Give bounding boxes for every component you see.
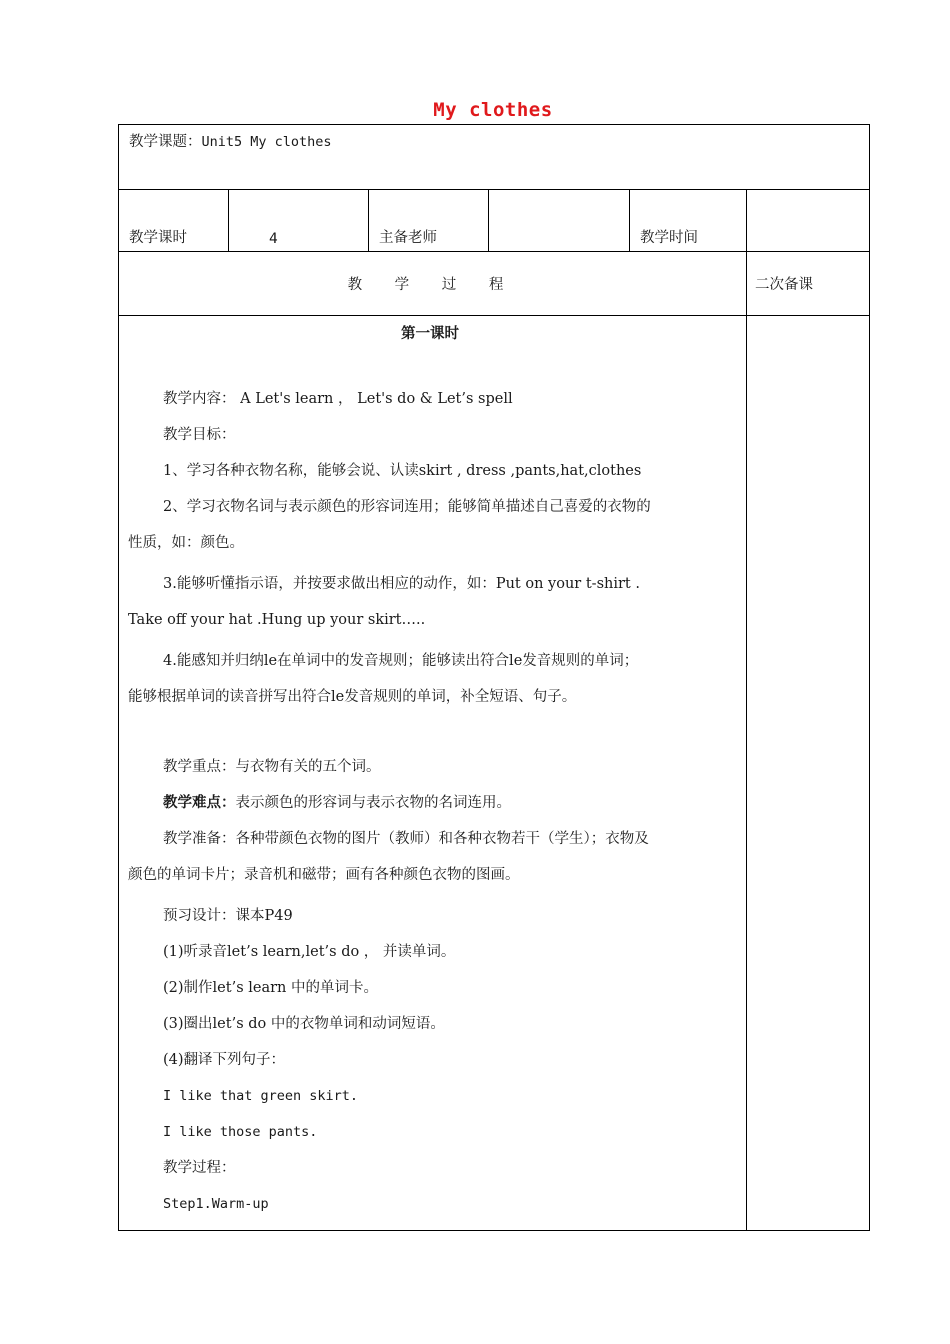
goal-3-line-1: 3.能够听懂指示语，并按要求做出相应的动作，如：Put on your t-shirt . xyxy=(163,576,640,592)
lesson-heading: 第一课时 xyxy=(401,325,459,342)
key-point: 教学重点：与衣物有关的五个词。 xyxy=(163,759,381,775)
goal-4-line-1: 4.能感知并归纳le在单词中的发音规则；能够读出符合le发音规则的单词； xyxy=(163,653,639,669)
preview-item-2: (2)制作let’s learn 中的单词卡。 xyxy=(163,980,378,996)
preview-item-1: (1)听录音let’s learn,let’s do ， 并读单词。 xyxy=(163,944,456,960)
preview-design: 预习设计：课本P49 xyxy=(163,908,293,924)
preparation-line-2: 颜色的单词卡片；录音机和磁带；画有各种颜色衣物的图画。 xyxy=(128,867,520,883)
difficulty xyxy=(128,793,732,813)
preparation-line-1: 教学准备：各种带颜色衣物的图片（教师）和各种衣物若干（学生）；衣物及 xyxy=(163,831,649,847)
topic-label: 教学课题： xyxy=(129,134,202,150)
periods-value: 4 xyxy=(229,190,369,252)
goal-2-line-1: 2、学习衣物名词与表示颜色的形容词连用；能够简单描述自己喜爱的衣物的 xyxy=(163,499,651,515)
lesson-content-cell xyxy=(119,316,747,1231)
difficulty-value: 表示颜色的形容词与表示衣物的名词连用。 xyxy=(235,795,511,811)
topic-cell xyxy=(119,125,870,190)
teacher-value xyxy=(489,190,630,252)
goal-1: 1、学习各种衣物名称，能够会说、认读skirt , dress ,pants,hat,clothes xyxy=(163,463,642,479)
topic-value: Unit5 My clothes xyxy=(201,134,332,150)
difficulty-label: 教学难点： xyxy=(163,794,236,811)
sentence-1: I like that green skirt. xyxy=(163,1088,359,1104)
time-value xyxy=(747,190,870,252)
teacher-label: 主备老师 xyxy=(369,190,489,252)
lesson-plan-table xyxy=(118,124,870,1231)
teaching-content: 教学内容： A Let's learn ， Let's do & Let’s spell xyxy=(163,391,513,407)
second-prep-cell xyxy=(747,316,870,1231)
process-header: 教 学 过 程 xyxy=(119,252,747,316)
document-title: My clothes xyxy=(433,99,553,121)
goal-4-line-2: 能够根据单词的读音拼写出符合le发音规则的单词，补全短语、句子。 xyxy=(128,689,577,705)
goals-label: 教学目标： xyxy=(163,427,236,443)
process-label: 教学过程： xyxy=(163,1160,236,1176)
second-prep-header: 二次备课 xyxy=(747,252,870,316)
sentence-2: I like those pants. xyxy=(163,1124,318,1140)
preview-item-4: (4)翻译下列句子： xyxy=(163,1052,286,1068)
time-label: 教学时间 xyxy=(630,190,747,252)
periods-label: 教学课时 xyxy=(119,190,229,252)
step-1: Step1.Warm-up xyxy=(163,1196,269,1212)
goal-3-line-2: Take off your hat .Hung up your skirt….. xyxy=(128,612,426,628)
preview-item-3: (3)圈出let’s do 中的衣物单词和动词短语。 xyxy=(163,1016,445,1032)
goal-2-line-2: 性质，如：颜色。 xyxy=(128,535,244,551)
